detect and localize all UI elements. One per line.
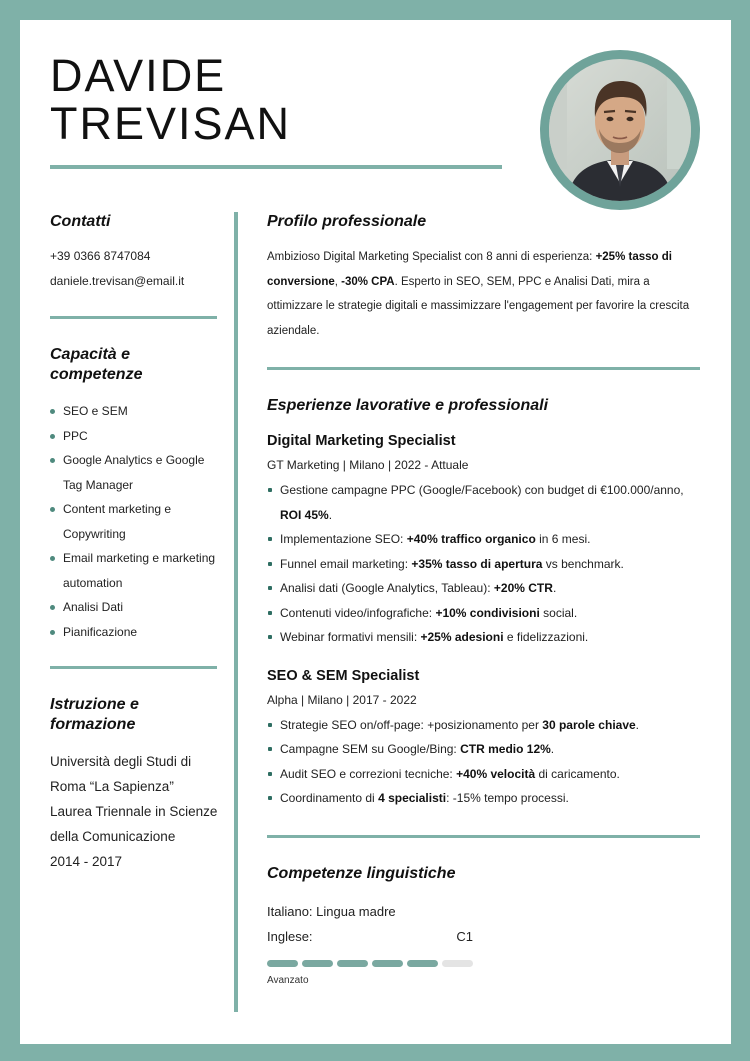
school-name: Università degli Studi di Roma “La Sapienza” bbox=[50, 754, 192, 794]
education-title: Istruzione e formazione bbox=[50, 696, 139, 733]
skill-item: Email marketing e marketing automation bbox=[50, 546, 218, 595]
candidate-name bbox=[50, 52, 291, 148]
profile-text-part: . Esperto in SEO, SEM, PPC e Analisi Dati, mira a ottimizzare le strategie digitali e massimizzare l'engagement per favorire la crescita aziendale. bbox=[267, 275, 690, 337]
job-role: SEO & SEM Specialist bbox=[267, 667, 420, 684]
education-details bbox=[50, 749, 218, 874]
profile-text-part: Ambizioso Digital Marketing Specialist con 8 anni di esperienza: bbox=[267, 251, 596, 263]
right-column bbox=[267, 212, 700, 986]
email-address: daniele.trevisan@email.it bbox=[50, 274, 185, 288]
section-divider bbox=[267, 835, 700, 838]
skills-list bbox=[50, 399, 218, 644]
section-divider bbox=[50, 666, 217, 669]
languages-title: Competenze linguistiche bbox=[267, 864, 456, 882]
skill-item: Analisi Dati bbox=[50, 595, 218, 620]
degree-name: Laurea Triennale in Scienze della Comunicazione bbox=[50, 804, 218, 844]
level-segment-filled bbox=[267, 960, 298, 967]
skill-item: Content marketing e Copywriting bbox=[50, 497, 218, 546]
profile-text bbox=[267, 245, 700, 343]
achievement-item: Strategie SEO on/off-page: +posizionamento per 30 parole chiave. bbox=[267, 713, 700, 738]
achievement-item: Coordinamento di 4 specialisti: -15% tempo processi. bbox=[267, 786, 700, 811]
contacts-section bbox=[50, 212, 218, 294]
language-native bbox=[267, 903, 473, 921]
resume-page bbox=[20, 20, 731, 1044]
job-achievements bbox=[267, 713, 700, 811]
native-language-label: Italiano: Lingua madre bbox=[267, 903, 396, 919]
skill-item: Google Analytics e Google Tag Manager bbox=[50, 448, 218, 497]
left-column bbox=[50, 212, 218, 874]
section-divider bbox=[267, 367, 700, 370]
achievement-item: Analisi dati (Google Analytics, Tableau): +20% CTR. bbox=[267, 576, 700, 601]
portrait-photo-icon bbox=[549, 59, 691, 201]
contact-list bbox=[50, 244, 218, 294]
level-segment-filled bbox=[337, 960, 368, 967]
profile-highlight: -30% CPA bbox=[341, 275, 395, 288]
achievement-item: Gestione campagne PPC (Google/Facebook) con budget di €100.000/anno, ROI 45%. bbox=[267, 478, 700, 527]
languages-section bbox=[267, 864, 700, 986]
job-achievements bbox=[267, 478, 700, 650]
education-section bbox=[50, 695, 218, 874]
experience-section bbox=[267, 396, 700, 811]
section-divider bbox=[50, 316, 217, 319]
profile-text-part: , bbox=[334, 275, 342, 288]
english-level-name: Avanzato bbox=[267, 974, 309, 986]
job-entry bbox=[267, 431, 700, 650]
english-level-bar bbox=[267, 960, 700, 967]
skills-section bbox=[50, 345, 218, 644]
achievement-item: Audit SEO e correzioni tecniche: +40% velocità di caricamento. bbox=[267, 762, 700, 787]
name-divider bbox=[50, 165, 502, 169]
english-label: Inglese: bbox=[267, 928, 313, 944]
level-segment-filled bbox=[372, 960, 403, 967]
achievement-item: Campagne SEM su Google/Bing: CTR medio 12%. bbox=[267, 737, 700, 762]
level-segment-filled bbox=[407, 960, 438, 967]
job-entry bbox=[267, 666, 700, 811]
job-meta: GT Marketing | Milano | 2022 - Attuale bbox=[267, 458, 469, 472]
job-role: Digital Marketing Specialist bbox=[267, 433, 456, 449]
skill-item: PPC bbox=[50, 424, 218, 449]
profile-title: Profilo professionale bbox=[267, 213, 427, 230]
skill-item: SEO e SEM bbox=[50, 399, 218, 424]
first-name: DAVIDE bbox=[50, 50, 227, 101]
english-level: C1 bbox=[456, 928, 473, 944]
profile-highlight: +25% tasso di conversione bbox=[267, 251, 672, 288]
achievement-item: Funnel email marketing: +35% tasso di apertura vs benchmark. bbox=[267, 552, 700, 577]
achievement-item: Webinar formativi mensili: +25% adesioni e fidelizzazioni. bbox=[267, 625, 700, 650]
profile-section bbox=[267, 212, 700, 343]
language-english bbox=[267, 928, 473, 946]
profile-photo bbox=[540, 50, 700, 210]
level-segment-empty bbox=[442, 960, 473, 967]
education-years: 2014 - 2017 bbox=[50, 854, 123, 869]
phone-number: +39 0366 8747084 bbox=[50, 249, 151, 263]
level-segment-filled bbox=[302, 960, 333, 967]
experience-title: Esperienze lavorative e professionali bbox=[267, 397, 549, 414]
achievement-item: Implementazione SEO: +40% traffico organico in 6 mesi. bbox=[267, 527, 700, 552]
achievement-item: Contenuti video/infografiche: +10% condivisioni social. bbox=[267, 601, 700, 626]
contacts-title: Contatti bbox=[50, 213, 111, 230]
last-name: TREVISAN bbox=[50, 98, 292, 149]
skills-title: Capacità e competenze bbox=[50, 346, 143, 383]
job-meta: Alpha | Milano | 2017 - 2022 bbox=[267, 692, 417, 707]
skill-item: Pianificazione bbox=[50, 620, 218, 645]
column-divider bbox=[234, 212, 238, 1012]
